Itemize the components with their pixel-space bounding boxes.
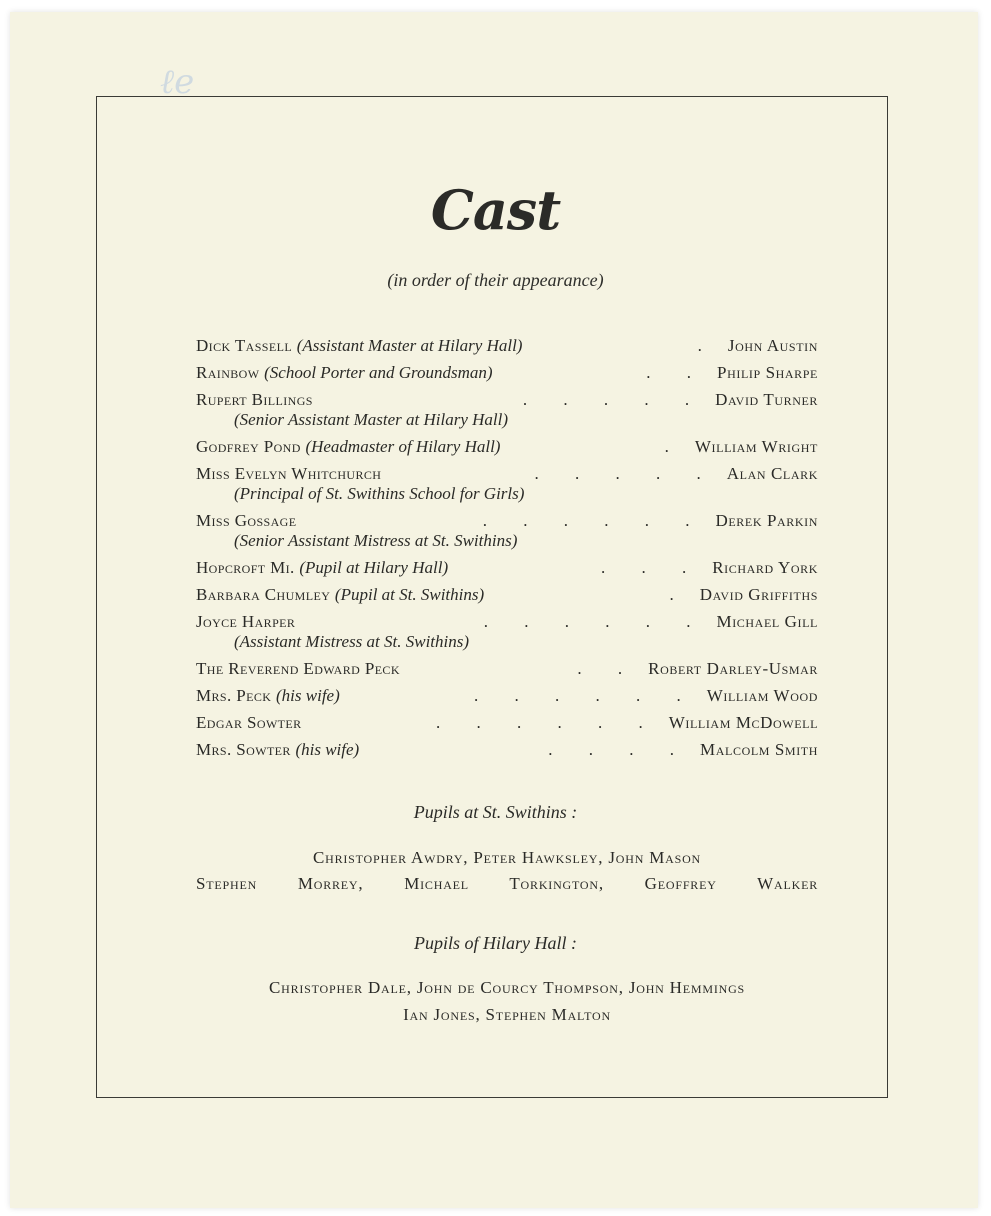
role-description: (his wife) xyxy=(295,740,360,759)
role-name: Mrs. Sowter xyxy=(196,740,291,759)
cast-role xyxy=(196,460,381,487)
cast-row xyxy=(196,507,818,534)
role-name: Miss Evelyn Whitchurch xyxy=(196,464,382,483)
actor-name: David Griffiths xyxy=(699,585,818,604)
dot-leader: . . . . . xyxy=(522,390,706,409)
cast-row xyxy=(196,682,818,709)
pupils-hilary-hall-line-1: Christopher Dale, John de Courcy Thompson, John Hemmings xyxy=(268,978,746,997)
cast-role xyxy=(196,682,340,709)
cast-role xyxy=(196,736,359,763)
actor-name: Alan Clark xyxy=(726,464,818,483)
role-description: (Assistant Master at Hilary Hall) xyxy=(296,336,523,355)
dot-leader: . xyxy=(697,336,718,355)
role-description: (Pupil at St. Swithins) xyxy=(334,585,485,604)
role-name: Rupert Billings xyxy=(196,390,313,409)
pupils-st-swithins-line-2: Stephen Morrey, Michael Torkington, Geoffrey Walker xyxy=(196,874,818,893)
cast-row xyxy=(196,581,818,608)
pupils-st-swithins-line-1: Christopher Awdry, Peter Hawksley, John Mason xyxy=(312,848,702,867)
pupils-hilary-hall-heading: Pupils of Hilary Hall : xyxy=(414,933,577,953)
cast-row xyxy=(196,359,818,386)
cast-row xyxy=(196,554,818,581)
actor-name: William Wood xyxy=(706,686,818,705)
pencil-mark: ℓe xyxy=(160,62,195,102)
dot-leader: . xyxy=(664,437,685,456)
dot-leader: . . xyxy=(646,363,708,382)
actor-name: David Turner xyxy=(715,390,818,409)
role-name: Miss Gossage xyxy=(196,511,297,530)
cast-role xyxy=(196,359,493,386)
cast-role xyxy=(196,386,313,413)
role-description: (Headmaster of Hilary Hall) xyxy=(305,437,501,456)
role-description: (Senior Assistant Mistress at St. Swithins) xyxy=(234,531,518,550)
role-name: Barbara Chumley xyxy=(196,585,331,604)
cast-row xyxy=(196,655,818,682)
cast-role xyxy=(196,433,500,460)
role-description: (Senior Assistant Master at Hilary Hall) xyxy=(234,410,509,429)
actor-name: Malcolm Smith xyxy=(700,740,818,759)
role-name: Edgar Sowter xyxy=(196,713,302,732)
dot-leader: . . . . xyxy=(548,740,691,759)
role-name: Dick Tassell xyxy=(196,336,293,355)
page-subtitle: (in order of their appearance) xyxy=(387,270,604,290)
role-description: (his wife) xyxy=(276,686,340,705)
dot-leader: . xyxy=(669,585,690,604)
role-description: (School Porter and Groundsman) xyxy=(264,363,493,382)
cast-role xyxy=(196,554,448,581)
role-description: (Pupil at Hilary Hall) xyxy=(299,558,449,577)
actor-name: Derek Parkin xyxy=(715,511,818,530)
actor-name: William McDowell xyxy=(668,713,818,732)
dot-leader: . . . . . . xyxy=(435,713,659,732)
cast-role xyxy=(196,581,484,608)
actor-name: William Wright xyxy=(694,437,818,456)
cast-row xyxy=(196,709,818,736)
role-name: Mrs. Peck xyxy=(196,686,272,705)
cast-row xyxy=(196,433,818,460)
role-name: Hopcroft Mi. xyxy=(196,558,295,577)
actor-name: Philip Sharpe xyxy=(717,363,818,382)
dot-leader: . . . . . . xyxy=(483,612,707,631)
pupils-hilary-hall-line-2: Ian Jones, Stephen Malton xyxy=(403,1005,611,1024)
role-name: Rainbow xyxy=(196,363,260,382)
cast-role xyxy=(196,332,522,359)
dot-leader: . . xyxy=(577,659,639,678)
cast-row xyxy=(196,332,818,359)
dot-leader: . . . . . xyxy=(534,464,717,483)
cast-row xyxy=(196,608,818,635)
actor-name: Michael Gill xyxy=(716,612,818,631)
cast-role xyxy=(196,507,296,534)
dot-leader: . . . . . . xyxy=(482,511,706,530)
role-name: The Reverend Edward Peck xyxy=(196,659,400,678)
pupils-st-swithins-heading: Pupils at St. Swithins : xyxy=(413,802,578,822)
role-description: (Assistant Mistress at St. Swithins) xyxy=(234,632,470,651)
role-name: Godfrey Pond xyxy=(196,437,301,456)
role-description: (Principal of St. Swithins School for Girls) xyxy=(234,484,525,503)
cast-row xyxy=(196,386,818,413)
cast-row xyxy=(196,460,818,487)
cast-list xyxy=(196,332,818,763)
cast-role xyxy=(196,608,295,635)
cast-row xyxy=(196,736,818,763)
dot-leader: . . . . . . xyxy=(474,686,697,705)
cast-role xyxy=(196,655,400,682)
actor-name: Richard York xyxy=(712,558,818,577)
actor-name: Robert Darley-Usmar xyxy=(648,659,818,678)
cast-role xyxy=(196,709,302,736)
role-name: Joyce Harper xyxy=(196,612,296,631)
dot-leader: . . . xyxy=(600,558,703,577)
actor-name: John Austin xyxy=(727,336,818,355)
page-title: Cast xyxy=(430,178,561,242)
